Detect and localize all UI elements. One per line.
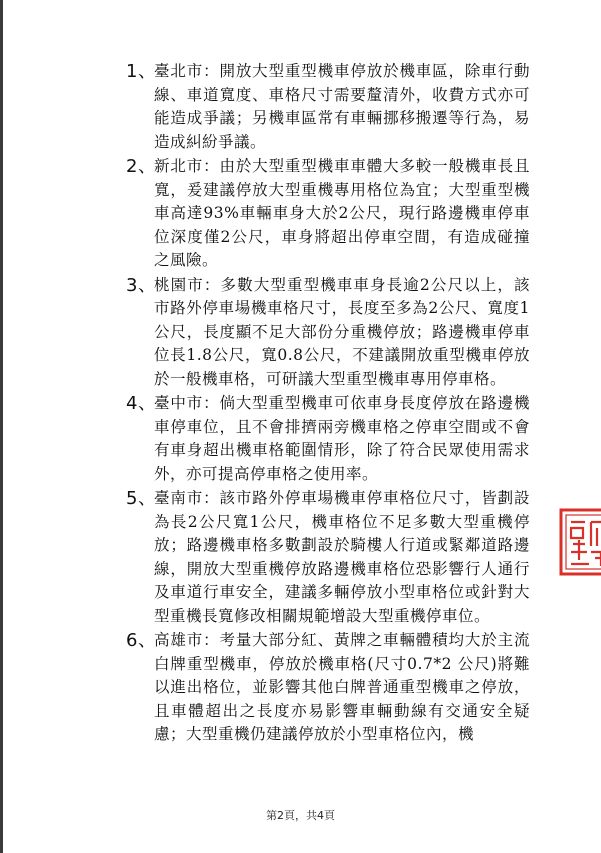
official-seal-stamp xyxy=(557,506,601,578)
item-text: 臺南市：該市路外停車場機車停車格位尺寸，皆劃設為長2公尺寬1公尺，機車格位不足多數大型重機停放；路邊機車格多數劃設於騎樓人行道或緊鄰道路邊線，開放大型重機停放路邊機車格位恐影響行人通行及車道行車安全，建議多輛停放小型車格位或針對大型重機長寬修改相關規範增設大型重機停車位。 xyxy=(154,489,530,625)
item-text: 新北市：由於大型重型機車車體大多較一般機車長且寬，爰建議停放大型重機專用格位為宜；大型重型機車高達93%車輛車身大於2公尺，現行路邊機車停車位深度僅2公尺，車身將超出停車空間，有造成碰撞之風險。 xyxy=(154,157,530,269)
item-number: 3、 xyxy=(126,274,157,296)
page-left-edge xyxy=(0,0,3,853)
item-number: 5、 xyxy=(126,488,157,509)
list-item xyxy=(122,487,530,628)
list-item xyxy=(122,274,530,392)
list-item xyxy=(122,60,530,154)
item-number: 4、 xyxy=(126,393,157,414)
page-footer: 第2頁，共4頁 xyxy=(266,809,335,822)
list-item xyxy=(122,629,530,747)
item-number: 2、 xyxy=(126,156,157,177)
list-item xyxy=(122,392,530,486)
item-text: 臺北市：開放大型重型機車停放於機車區，除車行動線、車道寬度、車格尺寸需要釐清外，收費方式亦可能造成爭議；另機車區常有車輛挪移搬遷等行為，易造成糾紛爭議。 xyxy=(154,62,530,151)
item-text: 桃園市：多數大型重型機車車身長逾2公尺以上，該市路外停車場機車格尺寸，長度至多為2公尺、寬度1公尺，長度顯不足大部份分重機停放；路邊機車停車位長1.8公尺，寬0.8公尺，不建議開放重型機車停放於一般機車格，可研議大型重型機車專用停車格。 xyxy=(154,275,530,388)
list-item xyxy=(122,155,530,273)
item-number: 6、 xyxy=(126,630,157,651)
item-number: 1、 xyxy=(126,61,157,82)
item-text: 臺中市：倘大型重型機車可依車身長度停放在路邊機車停車位，且不會排擠兩旁機車格之停車空間或不會有車身超出機車格範圍情形，除了符合民眾使用需求外，亦可提高停車格之使用率。 xyxy=(154,394,530,483)
document-body xyxy=(122,60,530,748)
item-text: 高雄市：考量大部分紅、黃牌之車輛體積均大於主流白牌重型機車，停放於機車格(尺寸0.7*2 公尺)將難以進出格位，並影響其他白牌普通重型機車之停放，且車體超出之長度亦易影響車輛動線有交通安全疑慮；大型重機仍建議停放於小型車格位內，機 xyxy=(154,631,530,743)
